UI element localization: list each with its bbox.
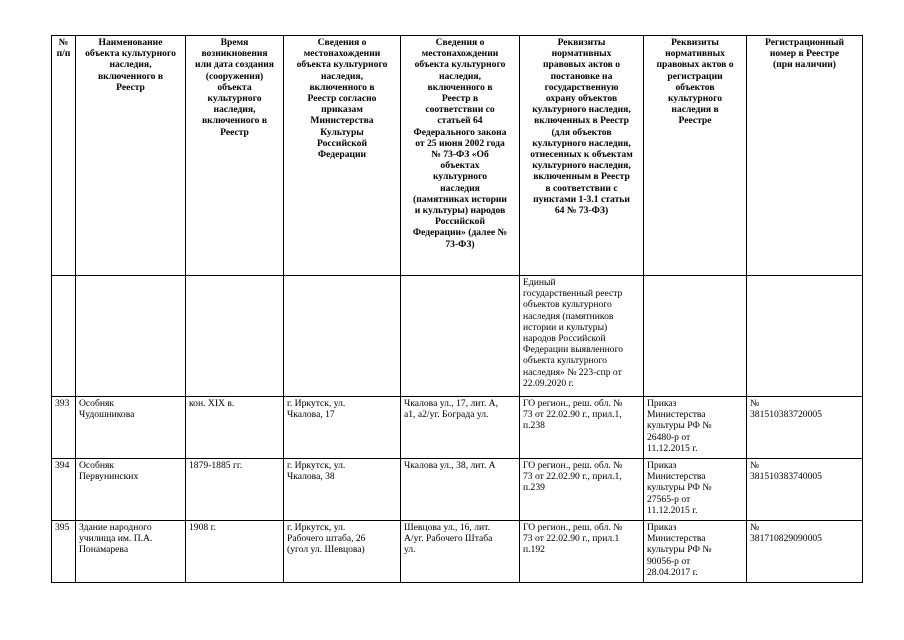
cell-location-law: Чкалова ул., 38, лит. А: [401, 459, 520, 521]
cell-creation-date: 1879-1885 гг.: [186, 459, 284, 521]
cell-location-law: Чкалова ул., 17, лит. А, а1, а2/уг. Бограда ул.: [401, 397, 520, 459]
cell-registration-number: № 381510383740005: [747, 459, 863, 521]
cell-object-name: [76, 276, 186, 397]
cell-location-law: Шевцова ул., 16, лит. А/уг. Рабочего Штаба ул.: [401, 521, 520, 583]
cell-creation-date: кон. XIX в.: [186, 397, 284, 459]
cell-location-ministry: г. Иркутск, ул. Чкалова, 38: [284, 459, 401, 521]
header-registration-acts: Реквизиты нормативных правовых актов о регистрации объектов культурного наследия в Реестре: [644, 36, 747, 276]
table-header-row: [52, 36, 863, 276]
cell-number: [52, 276, 76, 397]
cell-registration-acts: [644, 276, 747, 397]
cell-number: 394: [52, 459, 76, 521]
cell-registration-number: [747, 276, 863, 397]
cell-registration-number: № 381510383720005: [747, 397, 863, 459]
cell-location-ministry: г. Иркутск, ул. Чкалова, 17: [284, 397, 401, 459]
cell-protection-acts: ГО регион., реш. обл. № 73 от 22.02.90 г., прил.1, п.239: [520, 459, 644, 521]
header-location-ministry: Сведения о местонахождении объекта культурного наследия, включенного в Реестр согласно приказам Министерства Культуры Российской Федерации: [284, 36, 401, 276]
header-location-law: Сведения о местонахождении объекта культурного наследия, включенного в Реестр в соответствии со статьей 64 Федерального закона от 25 июня 2002 года № 73-ФЗ «Об объектах культурного наследия (памятниках истории и культуры) народов Российской Федерации» (далее № 73-ФЗ): [401, 36, 520, 276]
cell-protection-acts: ГО регион., реш. обл. № 73 от 22.02.90 г., прил.1 п.192: [520, 521, 644, 583]
table-row: [52, 276, 863, 397]
cell-location-law: [401, 276, 520, 397]
header-registration-number: Регистрационный номер в Реестре (при наличии): [747, 36, 863, 276]
header-number: № п/п: [52, 36, 76, 276]
cell-object-name: Здание народного училища им. П.А. Понамарева: [76, 521, 186, 583]
cell-registration-acts: Приказ Министерства культуры РФ № 90056-р от 28.04.2017 г.: [644, 521, 747, 583]
header-creation-date: Время возникновения или дата создания (сооружения) объекта культурного наследия, включенного в Реестр: [186, 36, 284, 276]
table-row: [52, 459, 863, 521]
cell-object-name: Особняк Первунинских: [76, 459, 186, 521]
table-row: [52, 397, 863, 459]
cell-protection-acts: ГО регион., реш. обл. № 73 от 22.02.90 г., прил.1, п.238: [520, 397, 644, 459]
header-object-name: Наименование объекта культурного наследия, включенного в Реестр: [76, 36, 186, 276]
heritage-register-table: [51, 35, 863, 583]
cell-creation-date: [186, 276, 284, 397]
cell-object-name: Особняк Чудошникова: [76, 397, 186, 459]
cell-location-ministry: г. Иркутск, ул. Рабочего штаба, 26 (угол ул. Шевцова): [284, 521, 401, 583]
cell-registration-acts: Приказ Министерства культуры РФ № 27565-р от 11.12.2015 г.: [644, 459, 747, 521]
table-row: [52, 521, 863, 583]
cell-registration-acts: Приказ Министерства культуры РФ № 26480-р от 11.12.2015 г.: [644, 397, 747, 459]
cell-number: 393: [52, 397, 76, 459]
header-protection-acts: Реквизиты нормативных правовых актов о постановке на государственную охрану объектов культурного наследия, включенных в Реестр (для объектов культурного наследия, отнесенных к объектам культурного наследия, включенным в Реестр в соответствии с пунктами 1-3.1 статьи 64 № 73-ФЗ): [520, 36, 644, 276]
cell-location-ministry: [284, 276, 401, 397]
cell-number: 395: [52, 521, 76, 583]
cell-registration-number: № 381710829090005: [747, 521, 863, 583]
cell-creation-date: 1908 г.: [186, 521, 284, 583]
cell-protection-acts: Единый государственный реестр объектов культурного наследия (памятников истории и культуры) народов Российской Федерации выявленного объекта культурного наследия» № 223-спр от 22.09.2020 г.: [520, 276, 644, 397]
